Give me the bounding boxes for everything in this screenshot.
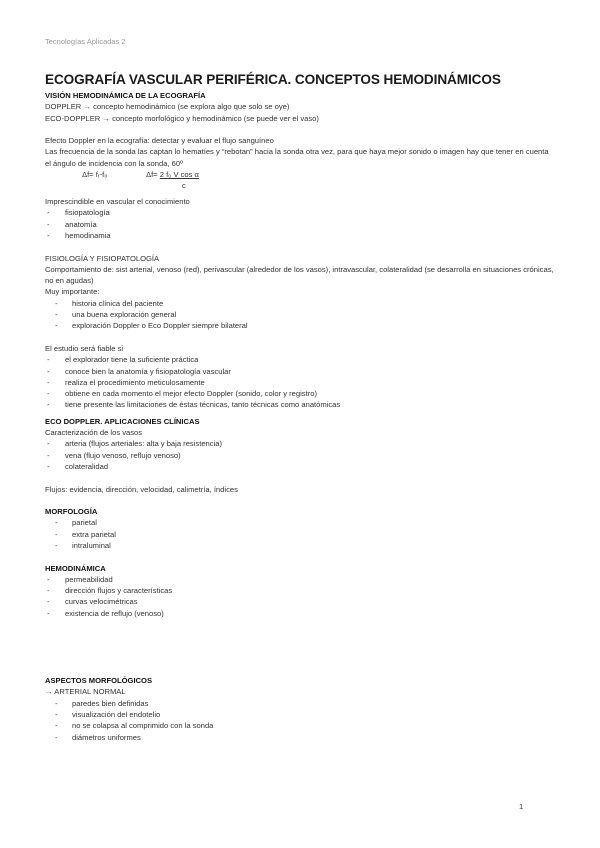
formula-denominator: c bbox=[182, 181, 186, 191]
list-item: - no se colapsa al comprimido con la sonda bbox=[55, 721, 214, 731]
list-item: - anatomía bbox=[47, 219, 97, 229]
arterial-normal-label: → ARTERIAL NORMAL bbox=[45, 687, 126, 697]
section-heading-vision: VISIÓN HEMODINÁMICA DE LA ECOGRAFÍA bbox=[45, 91, 206, 100]
list-item: - vena (flujo venoso, reflujo venoso) bbox=[47, 450, 181, 460]
list-item: - arteria (flujos arteriales: alta y baja resistencia) bbox=[47, 439, 223, 449]
section-heading-aspectos: ASPECTOS MORFOLÓGICOS bbox=[45, 676, 153, 686]
list-item: - existencia de reflujo (venoso) bbox=[47, 608, 164, 618]
list-item: - el explorador tiene la suficiente práctica bbox=[47, 355, 199, 365]
document-body bbox=[45, 90, 555, 743]
formula-doppler-equation bbox=[146, 169, 199, 180]
efecto-doppler-text: Efecto Doppler en la ecografía: detectar y evaluar el flujo sanguíneo bbox=[45, 136, 274, 146]
section-heading-fisiologia: FISIOLOGÍA Y FISIOPATOLOGÍA bbox=[45, 253, 160, 263]
list-item: - fisiopatología bbox=[47, 208, 110, 218]
list-item: - intraluminal bbox=[55, 540, 111, 550]
list-item: - colateralidad bbox=[47, 461, 109, 471]
list-item: - paredes bien definidas bbox=[55, 698, 149, 708]
list-item: - hemodinamia bbox=[47, 230, 111, 240]
list-item: - dirección flujos y características bbox=[47, 586, 173, 596]
list-item: - conoce bien la anatomía y fisiopatología vascular bbox=[47, 366, 231, 376]
flujos-text: Flujos: evidencia, dirección, velocidad, calimetría, índices bbox=[45, 484, 238, 494]
list-item: - permeabilidad bbox=[47, 574, 113, 584]
fisiologia-paragraph: Comportamiento de: sist arterial, venoso (red), perivascular (alrededor de los vasos), intravascular, colateralidad (se desarrolla en situaciones crónicas, no en agudas) bbox=[45, 264, 554, 286]
formula-numerator: 2 f₀ V cos α bbox=[159, 170, 199, 180]
section-heading-morfologia: MORFOLOGÍA bbox=[45, 507, 98, 517]
list-item: - historia clínica del paciente bbox=[55, 298, 164, 308]
list-item: - extra parietal bbox=[55, 529, 116, 539]
caracterizacion-label: Caracterización de los vasos bbox=[45, 428, 143, 438]
list-item: - obtiene en cada momento el mejor efecto Doppler (sonido, color y registro) bbox=[47, 389, 317, 399]
formula-frequency-shift: Δf= fᵣ-f₀ bbox=[82, 170, 108, 180]
list-item: - curvas velocimétricas bbox=[47, 597, 138, 607]
estudio-intro: El estudio será fiable si bbox=[45, 343, 124, 353]
section-heading-hemodinamica: HEMODINÁMICA bbox=[45, 563, 106, 573]
running-header: Tecnologías Aplicadas 2 bbox=[45, 37, 126, 46]
list-item: - tiene presente las limitaciones de éstas técnicas, tanto técnicas como anatómicas bbox=[47, 400, 341, 410]
list-item: - realiza el procedimiento meticulosamente bbox=[47, 377, 205, 387]
imprescindible-intro: Imprescindible en vascular el conocimiento bbox=[45, 197, 190, 207]
muy-importante-label: Muy importante: bbox=[45, 287, 100, 297]
doppler-definition: DOPPLER → concepto hemodinámico (se explora algo que solo se oye) bbox=[45, 102, 290, 112]
list-item: - visualización del endotelio bbox=[55, 709, 161, 719]
frecuencia-paragraph: Las frecuencia de la sonda las captan lo hematíes y “rebotan” hacia la sonda otra vez, para que haya mejor sonido o imagen hay que tener en cuenta el ángulo de incidencia con la sonda, 60º bbox=[45, 147, 549, 168]
page-number: 1 bbox=[519, 802, 524, 811]
list-item: - exploración Doppler o Eco Doppler siempre bilateral bbox=[55, 321, 248, 331]
page-title: ECOGRAFÍA VASCULAR PERIFÉRICA. CONCEPTOS HEMODINÁMICOS bbox=[45, 72, 501, 87]
formula-prefix: Δf= bbox=[146, 170, 160, 180]
list-item: - una buena exploración general bbox=[55, 310, 177, 320]
eco-doppler-definition: ECO-DOPPLER → concepto morfológico y hemodinámico (se puede ver el vaso) bbox=[45, 113, 319, 123]
list-item: - parietal bbox=[55, 518, 97, 528]
section-heading-eco-doppler: ECO DOPPLER. APLICACIONES CLÍNICAS bbox=[45, 416, 200, 426]
list-item: - diámetros uniformes bbox=[55, 732, 141, 742]
doppler-formula bbox=[45, 169, 555, 191]
